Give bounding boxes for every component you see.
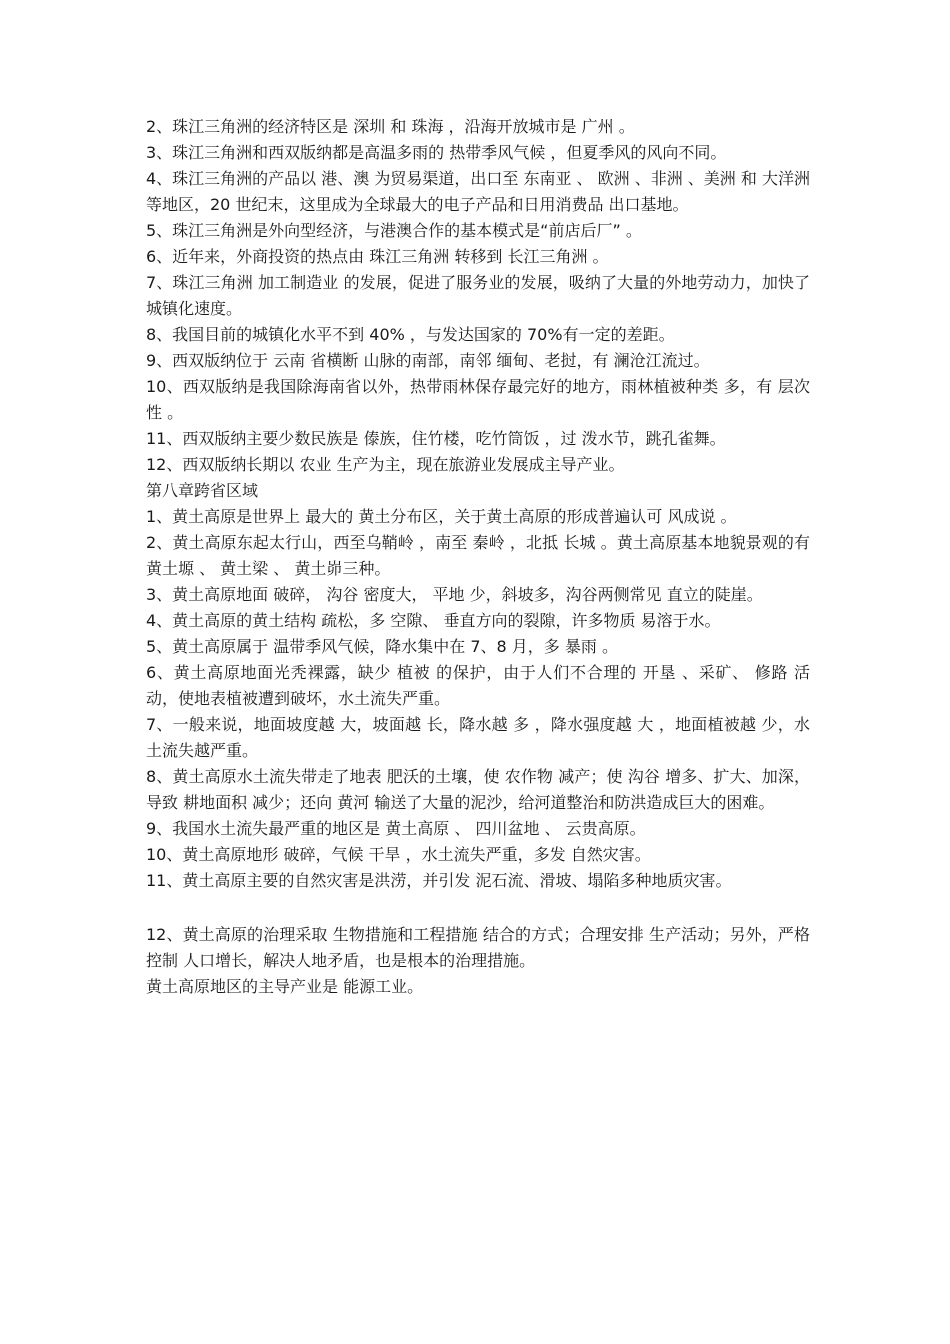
closing-paragraph: 黄土高原地区的主导产业是 能源工业。	[146, 977, 424, 996]
paragraph-8: 8、我国目前的城镇化水平不到 40% ，与发达国家的 70%有一定的差距。	[146, 325, 675, 344]
ch8-paragraph-11: 11、黄土高原主要的自然灾害是洪涝，并引发 泥石流、滑坡、塌陷多种地质灾害。	[146, 871, 732, 890]
paragraph-12: 12、西双版纳长期以 农业 生产为主，现在旅游业发展成主导产业。	[146, 455, 625, 474]
paragraph-6: 6、近年来，外商投资的热点由 珠江三角洲 转移到 长江三角洲 。	[146, 247, 609, 266]
ch8-paragraph-10: 10、黄土高原地形 破碎，气候 干旱 ，水土流失严重，多发 自然灾害。	[146, 845, 651, 864]
paragraph-4: 4、珠江三角洲的产品以 港、澳 为贸易渠道，出口至 东南亚 、 欧洲 、非洲 、美洲 和 大洋洲 等地区，20 世纪末，这里成为全球最大的电子产品和日用消费品 出口基地。	[146, 169, 810, 214]
paragraph-2: 2、珠江三角洲的经济特区是 深圳 和 珠海 ，沿海开放城市是 广州 。	[146, 117, 635, 136]
paragraph-spacer	[146, 894, 810, 922]
ch8-paragraph-7: 7、一般来说，地面坡度越 大，坡面越 长，降水越 多 ，降水强度越 大 ，地面植被越 少，水土流失越严重。	[146, 715, 810, 760]
paragraph-3: 3、珠江三角洲和西双版纳都是高温多雨的 热带季风气候 ，但夏季风的风向不同。	[146, 143, 727, 162]
ch8-paragraph-9: 9、我国水土流失最严重的地区是 黄土高原 、 四川盆地 、 云贵高原。	[146, 819, 646, 838]
ch8-paragraph-1: 1、黄土高原是世界上 最大的 黄土分布区，关于黄土高原的形成普遍认可 风成说 。	[146, 507, 737, 526]
ch8-paragraph-3: 3、黄土高原地面 破碎， 沟谷 密度大， 平地 少，斜坡多，沟谷两侧常见 直立的陡崖。	[146, 585, 763, 604]
chapter-heading: 第八章跨省区域	[146, 481, 259, 500]
ch8-paragraph-8: 8、黄土高原水土流失带走了地表 肥沃的土壤，使 农作物 减产；使 沟谷 增多、扩大、加深，导致 耕地面积 减少；还向 黄河 输送了大量的泥沙，给河道整治和防洪造成巨大的困难。	[146, 767, 810, 812]
paragraph-7: 7、珠江三角洲 加工制造业 的发展，促进了服务业的发展，吸纳了大量的外地劳动力，加快了城镇化速度。	[146, 273, 810, 318]
ch8-paragraph-4: 4、黄土高原的黄土结构 疏松，多 空隙、 垂直方向的裂隙，许多物质 易溶于水。	[146, 611, 721, 630]
ch8-paragraph-2: 2、黄土高原东起太行山，西至乌鞘岭 ，南至 秦岭 ，北抵 长城 。黄土高原基本地貌景观的有 黄土塬 、 黄土梁 、 黄土峁三种。	[146, 533, 810, 578]
ch8-paragraph-5: 5、黄土高原属于 温带季风气候，降水集中在 7、8 月，多 暴雨 。	[146, 637, 618, 656]
ch8-paragraph-12: 12、黄土高原的治理采取 生物措施和工程措施 结合的方式；合理安排 生产活动；另外，严格控制 人口增长，解决人地矛盾，也是根本的治理措施。	[146, 925, 810, 970]
paragraph-9: 9、西双版纳位于 云南 省横断 山脉的南部，南邻 缅甸、老挝，有 澜沧江流过。	[146, 351, 710, 370]
paragraph-11: 11、西双版纳主要少数民族是 傣族，住竹楼，吃竹筒饭 ，过 泼水节，跳孔雀舞。	[146, 429, 726, 448]
document-body	[146, 114, 810, 1000]
paragraph-10: 10、西双版纳是我国除海南省以外，热带雨林保存最完好的地方，雨林植被种类 多，有 层次性 。	[146, 377, 810, 422]
ch8-paragraph-6: 6、黄土高原地面光秃裸露，缺少 植被 的保护，由于人们不合理的 开垦 、采矿、 修路 活动，使地表植被遭到破坏，水土流失严重。	[146, 663, 810, 708]
paragraph-5: 5、珠江三角洲是外向型经济，与港澳合作的基本模式是“前店后厂” 。	[146, 221, 642, 240]
